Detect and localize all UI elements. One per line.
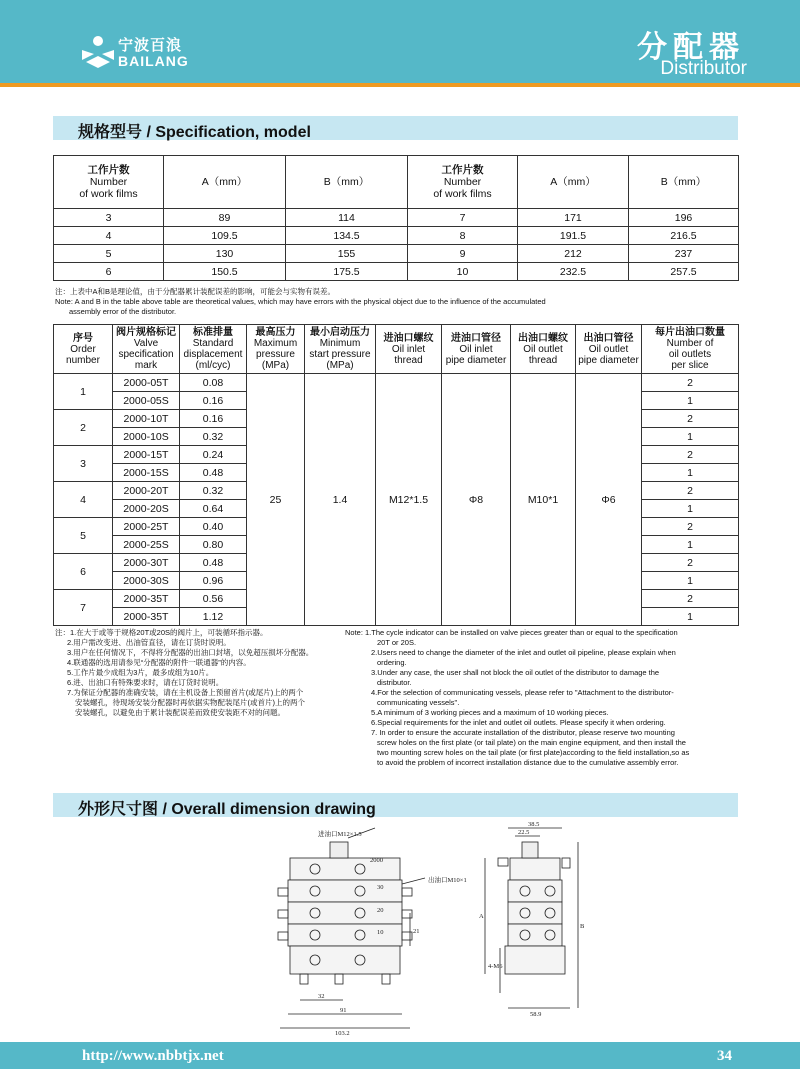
hdr-line: Valve [133, 338, 159, 349]
section-title-drawing-text: 外形尺寸图 / Overall dimension drawing [78, 801, 376, 818]
label-30: 30 [377, 884, 384, 891]
dim-22: 22.5 [518, 829, 530, 836]
hdr-line: (MPa) [326, 360, 354, 371]
table-row [54, 245, 739, 263]
page-footer [0, 1042, 800, 1069]
hdr-line: Minimum [319, 338, 361, 349]
order-cell: 1 [54, 374, 113, 410]
table-row [54, 209, 739, 227]
mark-cell: 2000-30T [113, 554, 180, 572]
mark-cell: 2000-10S [113, 428, 180, 446]
inlet-thread-cell: M12*1.5 [376, 374, 442, 626]
dim-58: 58.9 [530, 1011, 542, 1018]
logo-text-en: BAILANG [118, 53, 189, 69]
hdr-line: thread [394, 354, 423, 366]
table-cell: 8 [408, 227, 518, 245]
website-link[interactable]: http://www.nbbtjx.net [82, 1048, 224, 1064]
table-cell: 155 [286, 245, 408, 263]
hdr-line: (MPa) [261, 360, 290, 371]
order-cell: 2 [54, 410, 113, 446]
outlets-cell: 1 [642, 572, 739, 590]
hdr-line: 最高压力 [255, 327, 296, 338]
table-cell: 114 [286, 209, 408, 227]
table-cell: 171 [518, 209, 629, 227]
mark-cell: 2000-05T [113, 374, 180, 392]
table-cell: 216.5 [629, 227, 739, 245]
col-header-a: A（mm） [164, 156, 286, 209]
outlet-label: 出油口M10×1 [428, 877, 467, 884]
table-cell: 212 [518, 245, 629, 263]
disp-cell: 0.48 [180, 464, 247, 482]
section-title-spec-text: 规格型号 / Specification, model [78, 124, 311, 141]
outlets-cell: 1 [642, 464, 739, 482]
table1-note [55, 287, 745, 317]
col-header-displacement [180, 325, 247, 374]
disp-cell: 0.16 [180, 392, 247, 410]
disp-cell: 0.48 [180, 554, 247, 572]
page-title-cn: 分配器 [637, 31, 745, 64]
col-header-min-pressure [305, 325, 376, 374]
header-divider [0, 83, 800, 87]
note-line: 安装螺孔，待现场安装分配器时再依据实物配装尾片(或首片)上的两个 [75, 698, 305, 707]
mark-cell: 2000-35T [113, 608, 180, 626]
table-cell: 4 [54, 227, 164, 245]
col-header-outlets [642, 325, 739, 374]
spec-table [53, 324, 739, 626]
table-cell: 109.5 [164, 227, 286, 245]
max-pressure-cell: 25 [247, 374, 305, 626]
hdr-line: Standard [192, 338, 234, 349]
note-line: Note: 1.The cycle indicator can be installed on valve pieces greater than or equal to the specification [345, 628, 678, 637]
disp-cell: 0.24 [180, 446, 247, 464]
header-films-en1: Number [443, 176, 482, 188]
hdr-line: Oil inlet [459, 343, 493, 355]
bailang-logo-icon [78, 30, 118, 70]
note-line: communicating vessels". [377, 698, 460, 707]
outlets-cell: 2 [642, 518, 739, 536]
table1-note-en2: assembly error of the distributor. [69, 307, 177, 316]
note-line: 7. In order to ensure the accurate installation of the distributor, please reserve two mounting [371, 728, 675, 737]
note-line: 7.为保证分配器的准确安装，请在主机设备上预留首片(或尾片)上的两个 [67, 688, 304, 697]
col-header-max-pressure [247, 325, 305, 374]
hdr-line: pressure [256, 349, 295, 360]
note-line: distributor. [377, 678, 412, 687]
inlet-label: 进油口M12×1.5 [318, 831, 362, 838]
outlets-cell: 1 [642, 500, 739, 518]
mark-cell: 2000-15S [113, 464, 180, 482]
disp-cell: 0.64 [180, 500, 247, 518]
order-cell: 3 [54, 446, 113, 482]
outlets-cell: 2 [642, 554, 739, 572]
table-cell: 232.5 [518, 263, 629, 281]
mark-cell: 2000-20S [113, 500, 180, 518]
hdr-line: Oil inlet [391, 343, 426, 355]
hdr-line: 序号 [73, 332, 93, 344]
header-films-en1: Number [89, 176, 128, 188]
section-title-spec [53, 116, 738, 140]
table-cell: 191.5 [518, 227, 629, 245]
order-cell: 7 [54, 590, 113, 626]
note-line: 4.联通器的选用请参见“分配器的附件一联通器”的内容。 [67, 658, 251, 667]
mark-cell: 2000-15T [113, 446, 180, 464]
table-cell: 150.5 [164, 263, 286, 281]
table-header-row [54, 156, 739, 209]
dim-21: 21 [413, 928, 420, 935]
outlets-cell: 2 [642, 374, 739, 392]
table-row [54, 374, 739, 392]
col-header-mark [113, 325, 180, 374]
page-title-en: Distributor [660, 58, 747, 79]
col-header-b: B（mm） [286, 156, 408, 209]
hdr-line: thread [528, 354, 558, 366]
col-header-outlet-thread [511, 325, 576, 374]
hdr-line: 出油口管径 [583, 332, 634, 344]
mark-cell: 2000-30S [113, 572, 180, 590]
table-cell: 5 [54, 245, 164, 263]
hdr-line: specification [118, 349, 174, 360]
outlets-cell: 1 [642, 536, 739, 554]
table-cell: 10 [408, 263, 518, 281]
label-20: 20 [377, 907, 384, 914]
hdr-line: mark [134, 360, 158, 371]
hdr-line: pipe diameter [445, 354, 507, 366]
note-line: 5.A minimum of 3 working pieces and a maximum of 10 working pieces. [371, 708, 609, 717]
table-cell: 237 [629, 245, 739, 263]
table1-note-cn: 注：上表中A和B是理论值，由于分配器累计装配误差的影响，可能会与实物有误差。 [55, 287, 336, 296]
disp-cell: 0.80 [180, 536, 247, 554]
dim-103: 103.2 [335, 1030, 350, 1037]
page-number: 34 [717, 1048, 732, 1064]
hdr-line: 最小启动压力 [310, 327, 370, 338]
header-films-cn: 工作片数 [441, 164, 484, 176]
note-line: ordering. [377, 658, 407, 667]
col-header-inlet-thread [376, 325, 442, 374]
col-header-order [54, 325, 113, 374]
hdr-line: pipe diameter [578, 354, 639, 366]
label-2000: 2000 [370, 857, 383, 864]
disp-cell: 0.16 [180, 410, 247, 428]
table-cell: 6 [54, 263, 164, 281]
hdr-line: 标准排量 [193, 327, 233, 338]
outlets-cell: 2 [642, 410, 739, 428]
disp-cell: 0.32 [180, 428, 247, 446]
hdr-line: per slice [671, 360, 709, 371]
note-line: 3.用户在任何情况下，不得将分配器的出油口封堵，以免超压损坏分配器。 [67, 648, 314, 657]
col-header-films [54, 156, 164, 209]
outlets-cell: 2 [642, 446, 739, 464]
dimension-table [53, 155, 739, 281]
hdr-line: 每片出油口数量 [655, 327, 725, 338]
disp-cell: 0.08 [180, 374, 247, 392]
mark-cell: 2000-25T [113, 518, 180, 536]
hdr-line: oil outlets [668, 349, 712, 360]
outlets-cell: 1 [642, 392, 739, 410]
mark-cell: 2000-10T [113, 410, 180, 428]
note-line: 6.Special requirements for the inlet and outlet oil outlets. Please specify it when ordering. [371, 718, 666, 727]
table-header-row [54, 325, 739, 374]
min-pressure-cell: 1.4 [305, 374, 376, 626]
col-header-outlet-pipe [576, 325, 642, 374]
hdr-line: 出油口螺纹 [518, 332, 568, 344]
outlets-cell: 1 [642, 428, 739, 446]
dim-91: 91 [340, 1007, 347, 1014]
order-cell: 4 [54, 482, 113, 518]
hdr-line: start pressure [309, 349, 371, 360]
note-line: to avoid the problem of incorrect installation distance due to the cumulative assembly error. [377, 758, 679, 767]
hdr-line: Oil outlet [523, 343, 563, 355]
outlet-thread-cell: M10*1 [511, 374, 576, 626]
table-cell: 175.5 [286, 263, 408, 281]
hdr-line: Order [70, 343, 96, 355]
note-line: 2.Users need to change the diameter of the inlet and outlet oil pipeline, please explain when [371, 648, 676, 657]
note-line: 20T or 20S. [377, 638, 417, 647]
dim-38: 38.5 [528, 821, 540, 828]
disp-cell: 1.12 [180, 608, 247, 626]
dim-a: A [479, 913, 484, 920]
outlet-pipe-cell: Φ6 [576, 374, 642, 626]
dimension-drawing [260, 818, 600, 1038]
dim-b: B [580, 923, 585, 930]
mark-cell: 2000-35T [113, 590, 180, 608]
note-line: 2.用户需改变进、出油管直径，请在订货时说明。 [67, 638, 231, 647]
table-row [54, 263, 739, 281]
table-row [54, 227, 739, 245]
hdr-line: Number of [666, 338, 714, 349]
table-cell: 130 [164, 245, 286, 263]
label-10: 10 [377, 929, 384, 936]
note-line: screw holes on the first plate (or tail plate) on the main engine equipment, and then install the [377, 738, 686, 747]
note-line: 5.工作片最少成组为3片，最多成组为10片。 [67, 668, 214, 677]
section-title-drawing [53, 793, 738, 817]
outlets-cell: 2 [642, 590, 739, 608]
hdr-line: number [66, 354, 100, 366]
table-cell: 9 [408, 245, 518, 263]
note-line: 4.For the selection of communicating vessels, please refer to "Attachment to the distributor- [371, 688, 674, 697]
hdr-line: displacement [183, 349, 243, 360]
col-header-films-2 [408, 156, 518, 209]
order-cell: 5 [54, 518, 113, 554]
col-header-a-2: A（mm） [518, 156, 629, 209]
disp-cell: 0.96 [180, 572, 247, 590]
table-cell: 3 [54, 209, 164, 227]
hdr-line: 进油口管径 [451, 332, 501, 344]
header-films-cn: 工作片数 [87, 164, 130, 176]
table-cell: 257.5 [629, 263, 739, 281]
notes-cn [55, 628, 345, 718]
note-line: 3.Under any case, the user shall not block the oil outlet of the distributor to damage the [371, 668, 660, 677]
hdr-line: Oil outlet [588, 343, 629, 355]
dim-32: 32 [318, 993, 325, 1000]
mark-cell: 2000-25S [113, 536, 180, 554]
outlets-cell: 1 [642, 608, 739, 626]
table-cell: 7 [408, 209, 518, 227]
table1-note-en1: Note: A and B in the table above table are theoretical values, which may have errors with the physical object due to the influence of the accumulated [55, 297, 546, 306]
disp-cell: 0.40 [180, 518, 247, 536]
hdr-line: 阀片规格标记 [116, 327, 176, 338]
page-header [0, 0, 800, 83]
outlets-cell: 2 [642, 482, 739, 500]
header-films-en2: of work films [433, 188, 492, 200]
col-header-inlet-pipe [442, 325, 511, 374]
disp-cell: 0.56 [180, 590, 247, 608]
notes-en [345, 628, 745, 768]
note-line: 6.进、出油口有特殊要求时，请在订货时说明。 [67, 678, 224, 687]
col-header-b-2: B（mm） [629, 156, 739, 209]
dim-m6: 4-M6 [488, 963, 503, 970]
hdr-line: (ml/cyc) [195, 360, 231, 371]
hdr-line: 进油口螺纹 [383, 332, 434, 344]
note-line: two mounting screw holes on the tail plate (or first plate)according to the field installation,so as [377, 748, 690, 757]
table-cell: 196 [629, 209, 739, 227]
mark-cell: 2000-05S [113, 392, 180, 410]
table-cell: 89 [164, 209, 286, 227]
disp-cell: 0.32 [180, 482, 247, 500]
logo-text-cn: 宁波百浪 [118, 37, 183, 54]
mark-cell: 2000-20T [113, 482, 180, 500]
table-cell: 134.5 [286, 227, 408, 245]
header-films-en2: of work films [79, 188, 138, 200]
order-cell: 6 [54, 554, 113, 590]
inlet-pipe-cell: Φ8 [442, 374, 511, 626]
note-line: 安装螺孔，以避免由于累计装配误差而致使安装距不对的问题。 [75, 708, 285, 717]
note-line: 注：1.在大于或等于规格20T或20S的阀片上，可装循环指示器。 [55, 628, 268, 637]
hdr-line: Maximum [253, 338, 298, 349]
